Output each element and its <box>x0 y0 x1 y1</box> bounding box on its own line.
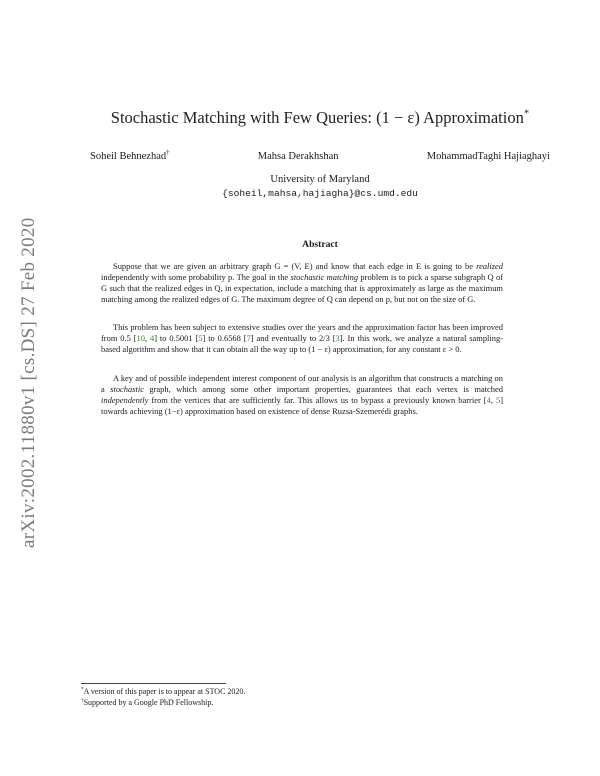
paper-title <box>60 108 580 128</box>
footnote-1: *A version of this paper is to appear at STOC 2020. <box>81 686 246 696</box>
citation-link[interactable]: 5 <box>495 395 501 406</box>
title-text: Stochastic Matching with Few Queries: (1 − ε) Approximation <box>110 108 524 127</box>
citation-link[interactable]: 5 <box>198 333 203 344</box>
abstract-paragraph-3: A key and of possible independent interest component of our analysis is an algorithm that constructs a matching on a stochastic graph, which among some other important properties, guarantees that each vertex is matched independently from the vertices that are sufficiently far. This allows us to bypass a previously known barrier [4, 5] towards achieving (1−ε) approximation based on existence of dense Ruzsa-Szemerédi graphs. <box>101 373 504 417</box>
footnote-rule <box>81 683 226 684</box>
author-2: Mahsa Derakhshan <box>257 151 339 162</box>
author-list <box>90 151 550 162</box>
citation-link[interactable]: 10 <box>136 333 145 344</box>
affiliation: University of Maryland <box>270 174 370 185</box>
citation-link[interactable]: 4 <box>150 333 155 344</box>
citation-link[interactable]: 7 <box>246 333 251 344</box>
abstract-paragraph-2: This problem has been subject to extensive studies over the years and the approximation factor has been improved from 0.5 [10, 4] to 0.5001 [5] to 0.6568 [7] and eventually to 2/3 [3]. In this work, we analyze a natural sampling-based algorithm and show that it can obtain all the way up to (1 − ε) approximation, for any constant ε > 0. <box>101 322 503 355</box>
arxiv-side-stamp: arXiv:2002.11880v1 [cs.DS] 27 Feb 2020 <box>18 217 39 548</box>
abstract-heading: Abstract <box>302 239 338 250</box>
title-footnote-mark: * <box>523 107 530 120</box>
author-3: MohammadTaghi Hajiaghayi <box>426 151 550 162</box>
author-emails: {soheil,mahsa,hajiagha}@cs.umd.edu <box>222 188 418 199</box>
abstract-paragraph-1: Suppose that we are given an arbitrary graph G = (V, E) and know that each edge in E is going to be realized independently with some probability p. The goal in the stochastic matching problem is to pick a sparse subgraph Q of G such that the realized edges in Q, in expectation, include a matching that is approximately as large as the maximum matching among the realized edges of G. The maximum degree of Q can depend on p, but not on the size of G. <box>101 261 503 305</box>
citation-link[interactable]: 3 <box>335 333 340 344</box>
footnote-2: †Supported by a Google PhD Fellowship. <box>81 697 214 707</box>
author-1: Soheil Behnezhad† <box>90 149 170 162</box>
citation-link[interactable]: 4 <box>486 395 491 406</box>
